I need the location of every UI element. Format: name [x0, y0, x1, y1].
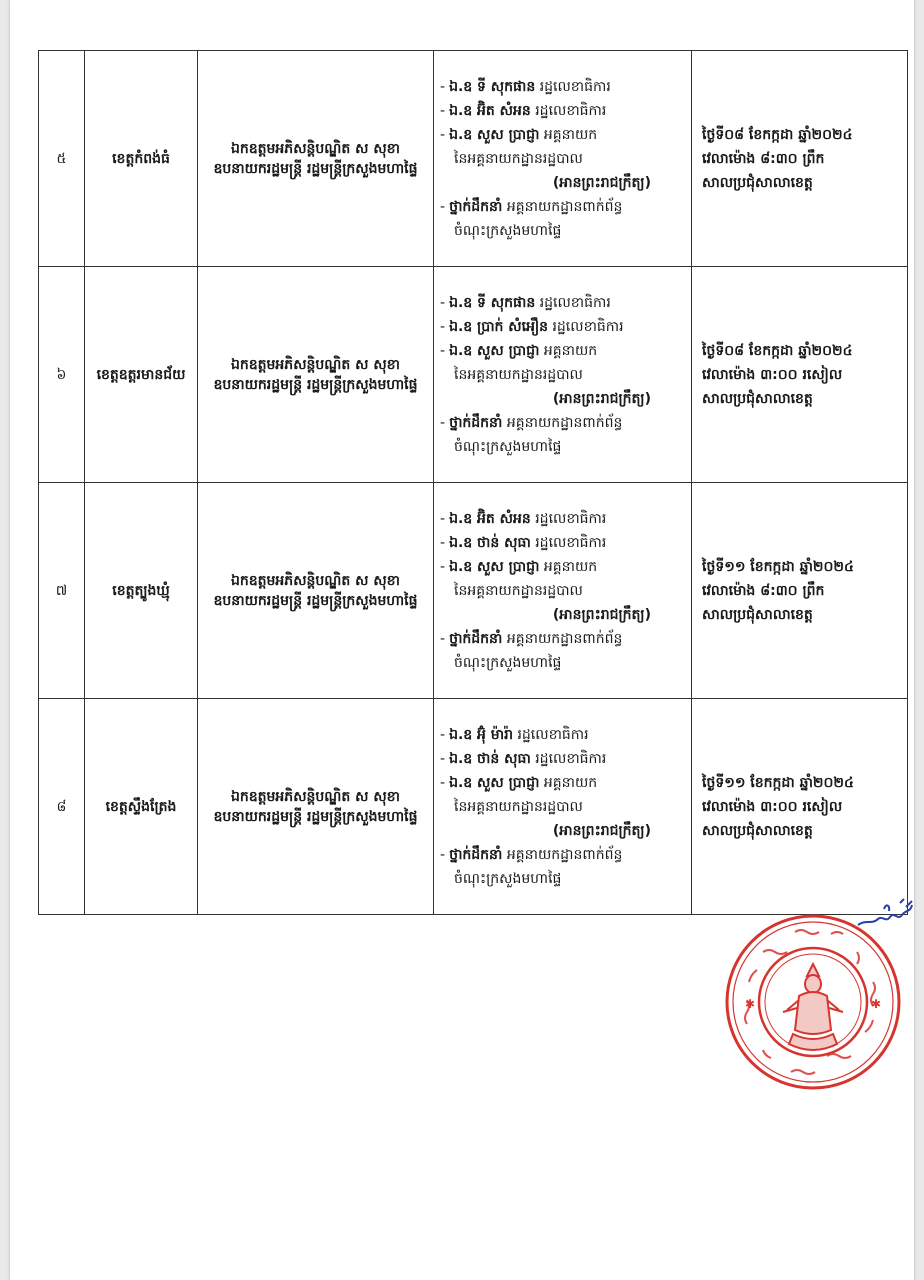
member-line [440, 507, 687, 531]
row-number: ៨ [39, 699, 85, 915]
member-name: ឯ.ឧ ទី សុកផាន [449, 294, 536, 311]
list-dash: - [440, 630, 446, 647]
leaders-line [440, 843, 687, 867]
leaders-label: ថ្នាក់ដឹកនាំ [449, 630, 503, 647]
meeting-date: ថ្ងៃទី០៨ ខែកក្កដា ឆ្នាំ២០២៤ [702, 126, 853, 143]
list-dash: - [440, 414, 446, 431]
member-name: ឯ.ឧ ថាន់ សុធា [449, 534, 531, 551]
member-role: រដ្ឋលេខាធិការ [535, 534, 607, 551]
list-dash: - [440, 318, 446, 335]
delegation-members [434, 699, 692, 915]
table-row [39, 267, 908, 483]
leaders-line [440, 627, 687, 651]
member-name: ឯ.ឧ សួស ប្រាជ្ញា [449, 774, 540, 791]
row-number: ៥ [39, 51, 85, 267]
department-line: នៃអគ្គនាយកដ្ឋានរដ្ឋបាល [454, 798, 583, 815]
leaders-label: ថ្នាក់ដឹកនាំ [449, 846, 503, 863]
ministry-line: ចំណុះក្រសួងមហាផ្ទៃ [454, 438, 562, 455]
meeting-date: ថ្ងៃទី០៨ ខែកក្កដា ឆ្នាំ២០២៤ [702, 342, 853, 359]
list-dash: - [440, 198, 446, 215]
list-dash: - [440, 726, 446, 743]
decree-reading: (អានព្រះរាជក្រឹត្យ) [552, 606, 651, 623]
member-role: រដ្ឋលេខាធិការ [517, 726, 589, 743]
leaders-role: អគ្គនាយកដ្ឋានពាក់ព័ន្ធ [506, 414, 623, 431]
member-line [440, 315, 687, 339]
department-line: នៃអគ្គនាយកដ្ឋានរដ្ឋបាល [454, 150, 583, 167]
list-dash: - [440, 126, 446, 143]
decree-reading: (អានព្រះរាជក្រឹត្យ) [552, 822, 651, 839]
ministry-line: ចំណុះក្រសួងមហាផ្ទៃ [454, 870, 562, 887]
member-name: ឯ.ឧ អ៊ិត សំអន [449, 102, 531, 119]
department-line: នៃអគ្គនាយកដ្ឋានរដ្ឋបាល [454, 366, 583, 383]
row-number: ៧ [39, 483, 85, 699]
member-role: រដ្ឋលេខាធិការ [535, 750, 607, 767]
member-role: អគ្គនាយក [543, 774, 598, 791]
list-dash: - [440, 534, 446, 551]
leaders-label: ថ្នាក់ដឹកនាំ [449, 198, 503, 215]
delegation-members [434, 267, 692, 483]
meeting-date: ថ្ងៃទី១១ ខែកក្កដា ឆ្នាំ២០២៤ [702, 558, 854, 575]
leaders-role: អគ្គនាយកដ្ឋានពាក់ព័ន្ធ [506, 198, 623, 215]
meeting-time: វេលាម៉ោង ៨:៣០ ព្រឹក [702, 582, 825, 599]
meeting-place: សាលប្រជុំសាលាខេត្ត [702, 390, 813, 407]
meeting-time: វេលាម៉ោង ៣:០០ រសៀល [702, 798, 843, 815]
member-role: អគ្គនាយក [543, 126, 598, 143]
list-dash: - [440, 750, 446, 767]
meeting-time-place [692, 699, 908, 915]
member-line [440, 99, 687, 123]
table-row [39, 483, 908, 699]
ministry-line: ចំណុះក្រសួងមហាផ្ទៃ [454, 654, 562, 671]
leaders-role: អគ្គនាយកដ្ឋានពាក់ព័ន្ធ [506, 630, 623, 647]
list-dash: - [440, 342, 446, 359]
list-dash: - [440, 294, 446, 311]
leaders-role: អគ្គនាយកដ្ឋានពាក់ព័ន្ធ [506, 846, 623, 863]
member-name: ឯ.ឧ សួស ប្រាជ្ញា [449, 126, 540, 143]
chairperson: ឯកឧត្តមអភិសន្តិបណ្ឌិត ស សុខា ឧបនាយករដ្ឋមន្ត្រី រដ្ឋមន្ត្រីក្រសួងមហាផ្ទៃ [198, 51, 434, 267]
meeting-schedule-table [38, 50, 908, 915]
member-line [440, 723, 687, 747]
delegation-members [434, 51, 692, 267]
department-line: នៃអគ្គនាយកដ្ឋានរដ្ឋបាល [454, 582, 583, 599]
meeting-time-place [692, 267, 908, 483]
decree-reading: (អានព្រះរាជក្រឹត្យ) [552, 390, 651, 407]
leaders-line [440, 411, 687, 435]
list-dash: - [440, 846, 446, 863]
member-line [440, 531, 687, 555]
member-role: អគ្គនាយក [543, 558, 598, 575]
svg-text:✱: ✱ [745, 997, 756, 1011]
member-name: ឯ.ឧ សួស ប្រាជ្ញា [449, 558, 540, 575]
meeting-time-place [692, 51, 908, 267]
member-role: អគ្គនាយក [543, 342, 598, 359]
list-dash: - [440, 558, 446, 575]
chairperson: ឯកឧត្តមអភិសន្តិបណ្ឌិត ស សុខា ឧបនាយករដ្ឋមន្ត្រី រដ្ឋមន្ត្រីក្រសួងមហាផ្ទៃ [198, 267, 434, 483]
meeting-time-place [692, 483, 908, 699]
member-line [440, 555, 687, 579]
ministry-line: ចំណុះក្រសួងមហាផ្ទៃ [454, 222, 562, 239]
member-name: ឯ.ឧ អ៊ិត សំអន [449, 510, 531, 527]
meeting-time: វេលាម៉ោង ៣:០០ រសៀល [702, 366, 843, 383]
member-line [440, 123, 687, 147]
chairperson: ឯកឧត្តមអភិសន្តិបណ្ឌិត ស សុខា ឧបនាយករដ្ឋមន្ត្រី រដ្ឋមន្ត្រីក្រសួងមហាផ្ទៃ [198, 699, 434, 915]
member-name: ឯ.ឧ ថាន់ សុធា [449, 750, 531, 767]
member-role: រដ្ឋលេខាធិការ [539, 294, 611, 311]
delegation-members [434, 483, 692, 699]
meeting-place: សាលប្រជុំសាលាខេត្ត [702, 606, 813, 623]
province-name: ខេត្តកំពង់ធំ [85, 51, 198, 267]
member-role: រដ្ឋលេខាធិការ [535, 102, 607, 119]
list-dash: - [440, 510, 446, 527]
member-role: រដ្ឋលេខាធិការ [552, 318, 624, 335]
svg-text:✱: ✱ [871, 997, 882, 1011]
schedule-body [39, 51, 908, 915]
member-name: ឯ.ឧ ប្រាក់ សំអឿន [449, 318, 549, 335]
province-name: ខេត្តឧត្តរមានជ័យ [85, 267, 198, 483]
member-line [440, 771, 687, 795]
table-row [39, 699, 908, 915]
member-role: រដ្ឋលេខាធិការ [535, 510, 607, 527]
member-line [440, 339, 687, 363]
member-name: ឯ.ឧ ទី សុកផាន [449, 78, 536, 95]
chairperson: ឯកឧត្តមអភិសន្តិបណ្ឌិត ស សុខា ឧបនាយករដ្ឋមន្ត្រី រដ្ឋមន្ត្រីក្រសួងមហាផ្ទៃ [198, 483, 434, 699]
leaders-line [440, 195, 687, 219]
list-dash: - [440, 774, 446, 791]
official-seal-icon [723, 912, 903, 1092]
document-page [10, 0, 914, 1280]
member-name: ឯ.ឧ សួស ប្រាជ្ញា [449, 342, 540, 359]
decree-reading: (អានព្រះរាជក្រឹត្យ) [552, 174, 651, 191]
province-name: ខេត្តស្ទឹងត្រែង [85, 699, 198, 915]
meeting-time: វេលាម៉ោង ៨:៣០ ព្រឹក [702, 150, 825, 167]
member-line [440, 747, 687, 771]
list-dash: - [440, 102, 446, 119]
member-line [440, 75, 687, 99]
meeting-place: សាលប្រជុំសាលាខេត្ត [702, 822, 813, 839]
member-name: ឯ.ឧ អ៊ុំ ម៉ារ៉ា [449, 726, 514, 743]
row-number: ៦ [39, 267, 85, 483]
list-dash: - [440, 78, 446, 95]
leaders-label: ថ្នាក់ដឹកនាំ [449, 414, 503, 431]
member-line [440, 291, 687, 315]
province-name: ខេត្តត្បូងឃ្មុំ [85, 483, 198, 699]
table-row [39, 51, 908, 267]
member-role: រដ្ឋលេខាធិការ [539, 78, 611, 95]
meeting-date: ថ្ងៃទី១១ ខែកក្កដា ឆ្នាំ២០២៤ [702, 774, 854, 791]
meeting-place: សាលប្រជុំសាលាខេត្ត [702, 174, 813, 191]
